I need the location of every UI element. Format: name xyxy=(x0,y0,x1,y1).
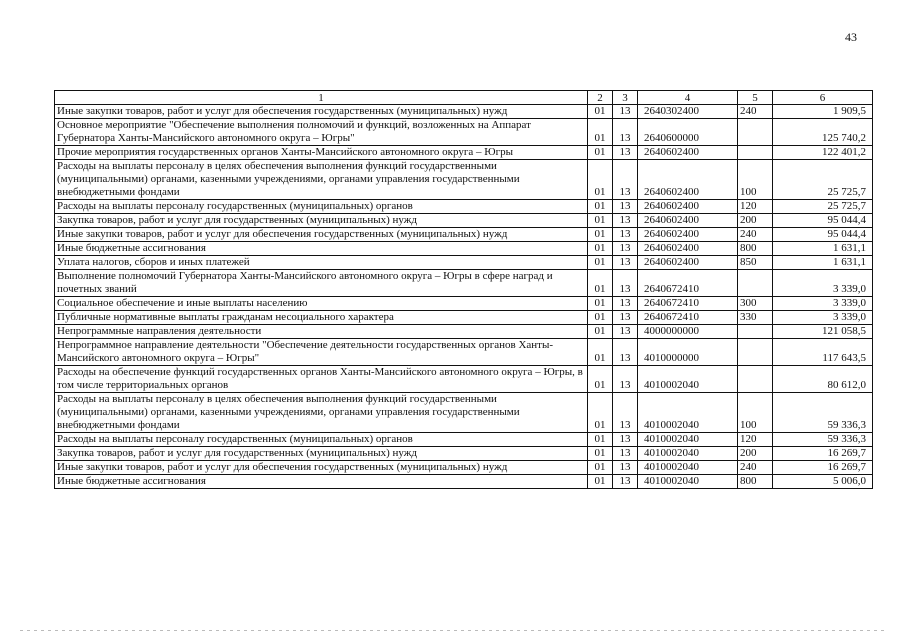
table-row xyxy=(55,160,873,200)
page-number: 43 xyxy=(845,30,857,44)
cell-expense-type: 240 xyxy=(738,228,773,242)
cell-subsection: 13 xyxy=(613,146,638,160)
cell-expense-type xyxy=(738,366,773,393)
cell-target-code: 4010002040 xyxy=(638,366,738,393)
cell-name: Выполнение полномочий Губернатора Ханты-Мансийского автономного округа – Югры в сфере наград и почетных званий xyxy=(55,270,588,297)
table-row xyxy=(55,311,873,325)
cell-section: 01 xyxy=(588,461,613,475)
column-header-subsection: 3 xyxy=(613,91,638,105)
cell-subsection: 13 xyxy=(613,160,638,200)
cell-target-code: 4010002040 xyxy=(638,475,738,489)
cell-name: Закупка товаров, работ и услуг для государственных (муниципальных) нужд xyxy=(55,214,588,228)
cell-target-code: 4010002040 xyxy=(638,393,738,433)
cell-section: 01 xyxy=(588,214,613,228)
table-header xyxy=(55,91,873,105)
cell-section: 01 xyxy=(588,393,613,433)
cell-amount: 25 725,7 xyxy=(773,200,873,214)
cell-expense-type: 850 xyxy=(738,256,773,270)
cell-expense-type: 800 xyxy=(738,242,773,256)
cell-amount: 1 631,1 xyxy=(773,242,873,256)
cell-subsection: 13 xyxy=(613,461,638,475)
cell-name: Расходы на выплаты персоналу государственных (муниципальных) органов xyxy=(55,200,588,214)
cell-name: Иные закупки товаров, работ и услуг для обеспечения государственных (муниципальных) нужд xyxy=(55,461,588,475)
cell-section: 01 xyxy=(588,325,613,339)
cell-subsection: 13 xyxy=(613,447,638,461)
cell-name: Расходы на выплаты персоналу в целях обеспечения выполнения функций государственными (муниципальными) органами, казенными учреждениями, органами управления государственными внебюджетными фондами xyxy=(55,393,588,433)
cell-target-code: 2640602400 xyxy=(638,242,738,256)
cell-section: 01 xyxy=(588,433,613,447)
cell-subsection: 13 xyxy=(613,105,638,119)
cell-subsection: 13 xyxy=(613,339,638,366)
cell-target-code: 2640302400 xyxy=(638,105,738,119)
column-header-name: 1 xyxy=(55,91,588,105)
cell-expense-type: 120 xyxy=(738,433,773,447)
table-row xyxy=(55,433,873,447)
cell-name: Иные бюджетные ассигнования xyxy=(55,475,588,489)
column-header-amount: 6 xyxy=(773,91,873,105)
cell-amount: 3 339,0 xyxy=(773,270,873,297)
table-row xyxy=(55,461,873,475)
table-row xyxy=(55,297,873,311)
table-row xyxy=(55,339,873,366)
table-row xyxy=(55,105,873,119)
cell-name: Расходы на выплаты персоналу государственных (муниципальных) органов xyxy=(55,433,588,447)
cell-section: 01 xyxy=(588,297,613,311)
cell-target-code: 2640672410 xyxy=(638,270,738,297)
scan-artifact-line xyxy=(20,630,885,631)
cell-amount: 95 044,4 xyxy=(773,228,873,242)
cell-target-code: 4000000000 xyxy=(638,325,738,339)
cell-subsection: 13 xyxy=(613,325,638,339)
cell-section: 01 xyxy=(588,105,613,119)
cell-subsection: 13 xyxy=(613,242,638,256)
cell-amount: 3 339,0 xyxy=(773,311,873,325)
cell-subsection: 13 xyxy=(613,475,638,489)
cell-name: Закупка товаров, работ и услуг для государственных (муниципальных) нужд xyxy=(55,447,588,461)
cell-target-code: 2640602400 xyxy=(638,228,738,242)
cell-section: 01 xyxy=(588,200,613,214)
cell-subsection: 13 xyxy=(613,200,638,214)
cell-expense-type xyxy=(738,119,773,146)
cell-target-code: 2640672410 xyxy=(638,297,738,311)
cell-subsection: 13 xyxy=(613,214,638,228)
cell-name: Публичные нормативные выплаты гражданам несоциального характера xyxy=(55,311,588,325)
cell-section: 01 xyxy=(588,270,613,297)
cell-section: 01 xyxy=(588,119,613,146)
cell-amount: 5 006,0 xyxy=(773,475,873,489)
cell-subsection: 13 xyxy=(613,311,638,325)
cell-expense-type: 100 xyxy=(738,160,773,200)
cell-amount: 16 269,7 xyxy=(773,447,873,461)
cell-target-code: 4010002040 xyxy=(638,447,738,461)
cell-amount: 1 631,1 xyxy=(773,256,873,270)
column-header-section: 2 xyxy=(588,91,613,105)
cell-target-code: 4010000000 xyxy=(638,339,738,366)
cell-section: 01 xyxy=(588,228,613,242)
column-header-target-code: 4 xyxy=(638,91,738,105)
cell-name: Социальное обеспечение и иные выплаты населению xyxy=(55,297,588,311)
header-row xyxy=(55,91,873,105)
cell-subsection: 13 xyxy=(613,228,638,242)
cell-expense-type xyxy=(738,146,773,160)
table-row xyxy=(55,214,873,228)
cell-amount: 16 269,7 xyxy=(773,461,873,475)
cell-amount: 121 058,5 xyxy=(773,325,873,339)
cell-name: Непрограммное направление деятельности "Обеспечение деятельности государственных органов Ханты-Мансийского автономного округа – Югры" xyxy=(55,339,588,366)
cell-section: 01 xyxy=(588,339,613,366)
cell-expense-type: 330 xyxy=(738,311,773,325)
cell-name: Прочие мероприятия государственных органов Ханты-Мансийского автономного округа – Югры xyxy=(55,146,588,160)
cell-amount: 125 740,2 xyxy=(773,119,873,146)
cell-name: Основное мероприятие "Обеспечение выполнения полномочий и функций, возложенных на Аппарат Губернатора Ханты-Мансийского автономного округа – Югры" xyxy=(55,119,588,146)
table-body xyxy=(55,105,873,489)
cell-section: 01 xyxy=(588,146,613,160)
cell-target-code: 2640602400 xyxy=(638,214,738,228)
cell-expense-type xyxy=(738,270,773,297)
cell-expense-type: 240 xyxy=(738,105,773,119)
cell-subsection: 13 xyxy=(613,366,638,393)
table-row xyxy=(55,119,873,146)
cell-target-code: 2640672410 xyxy=(638,311,738,325)
cell-name: Иные закупки товаров, работ и услуг для обеспечения государственных (муниципальных) нужд xyxy=(55,105,588,119)
budget-table xyxy=(54,90,873,489)
table-row xyxy=(55,242,873,256)
cell-amount: 59 336,3 xyxy=(773,393,873,433)
cell-target-code: 2640602400 xyxy=(638,256,738,270)
cell-name: Иные бюджетные ассигнования xyxy=(55,242,588,256)
table-row xyxy=(55,146,873,160)
cell-amount: 59 336,3 xyxy=(773,433,873,447)
cell-name: Расходы на выплаты персоналу в целях обеспечения выполнения функций государственными (муниципальными) органами, казенными учреждениями, органами управления государственными внебюджетными фондами xyxy=(55,160,588,200)
cell-amount: 95 044,4 xyxy=(773,214,873,228)
table-row xyxy=(55,366,873,393)
cell-section: 01 xyxy=(588,242,613,256)
cell-subsection: 13 xyxy=(613,119,638,146)
cell-section: 01 xyxy=(588,475,613,489)
cell-target-code: 2640602400 xyxy=(638,160,738,200)
cell-expense-type xyxy=(738,325,773,339)
table-row xyxy=(55,256,873,270)
cell-section: 01 xyxy=(588,366,613,393)
table-row xyxy=(55,393,873,433)
cell-expense-type: 200 xyxy=(738,447,773,461)
cell-name: Непрограммные направления деятельности xyxy=(55,325,588,339)
cell-section: 01 xyxy=(588,256,613,270)
table-row xyxy=(55,228,873,242)
cell-amount: 25 725,7 xyxy=(773,160,873,200)
cell-section: 01 xyxy=(588,160,613,200)
cell-target-code: 4010002040 xyxy=(638,433,738,447)
cell-target-code: 2640602400 xyxy=(638,200,738,214)
column-header-expense-type: 5 xyxy=(738,91,773,105)
cell-expense-type: 240 xyxy=(738,461,773,475)
table-row xyxy=(55,475,873,489)
cell-amount: 122 401,2 xyxy=(773,146,873,160)
cell-expense-type: 200 xyxy=(738,214,773,228)
cell-name: Иные закупки товаров, работ и услуг для обеспечения государственных (муниципальных) нужд xyxy=(55,228,588,242)
cell-expense-type: 800 xyxy=(738,475,773,489)
table-row xyxy=(55,200,873,214)
cell-target-code: 4010002040 xyxy=(638,461,738,475)
cell-section: 01 xyxy=(588,447,613,461)
cell-amount: 117 643,5 xyxy=(773,339,873,366)
cell-subsection: 13 xyxy=(613,297,638,311)
cell-target-code: 2640602400 xyxy=(638,146,738,160)
table-row xyxy=(55,325,873,339)
cell-target-code: 2640600000 xyxy=(638,119,738,146)
table-row xyxy=(55,447,873,461)
cell-section: 01 xyxy=(588,311,613,325)
cell-expense-type: 120 xyxy=(738,200,773,214)
cell-expense-type: 100 xyxy=(738,393,773,433)
cell-expense-type xyxy=(738,339,773,366)
cell-amount: 3 339,0 xyxy=(773,297,873,311)
cell-subsection: 13 xyxy=(613,256,638,270)
cell-subsection: 13 xyxy=(613,270,638,297)
table-row xyxy=(55,270,873,297)
cell-name: Уплата налогов, сборов и иных платежей xyxy=(55,256,588,270)
cell-subsection: 13 xyxy=(613,393,638,433)
cell-subsection: 13 xyxy=(613,433,638,447)
cell-name: Расходы на обеспечение функций государственных органов Ханты-Мансийского автономного округа – Югры, в том числе территориальных органов xyxy=(55,366,588,393)
cell-amount: 80 612,0 xyxy=(773,366,873,393)
cell-amount: 1 909,5 xyxy=(773,105,873,119)
cell-expense-type: 300 xyxy=(738,297,773,311)
